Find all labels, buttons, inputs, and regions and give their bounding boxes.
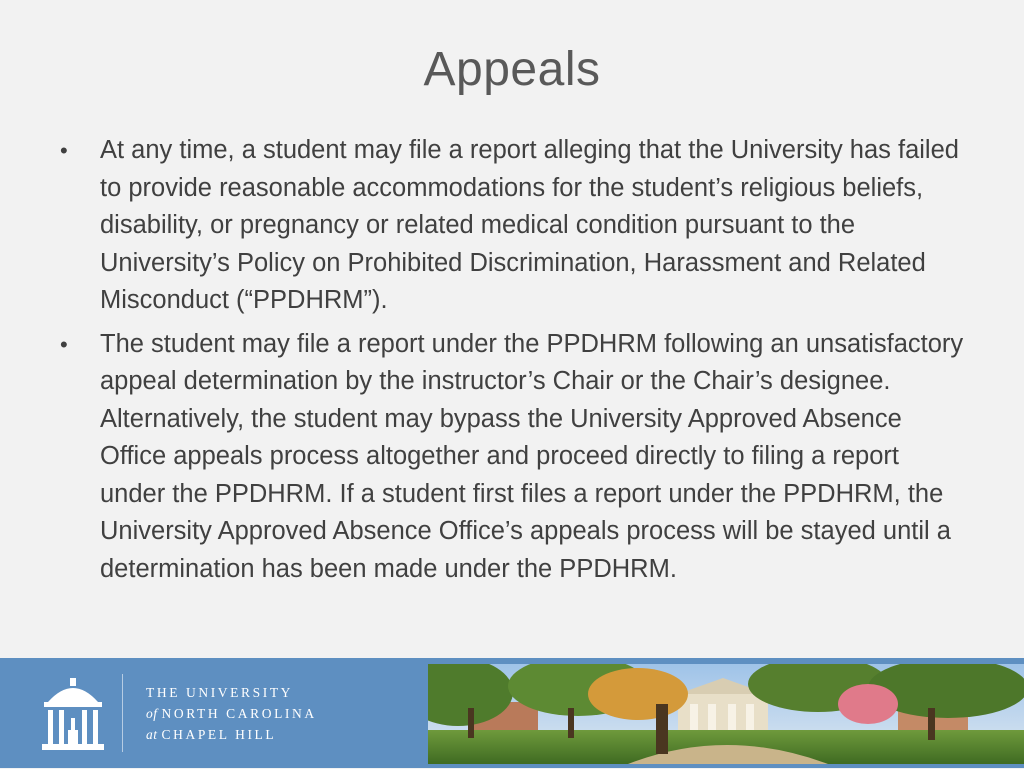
bullet-icon: • <box>60 138 68 163</box>
bullet-text: At any time, a student may file a report alleging that the University has failed to provide reasonable accommodations for the student’s religious beliefs, disability, or pregnancy or related medical condition pursuant to the University’s Policy on Prohibited Discrimination, Harassment and Related Misconduct (“PPDHRM”). <box>100 136 959 314</box>
wordmark-line: THE UNIVERSITY <box>146 685 294 700</box>
wordmark-text: CHAPEL HILL <box>161 727 277 742</box>
footer-divider <box>122 674 123 752</box>
wordmark-italic: of <box>146 706 158 721</box>
bullet-icon: • <box>60 331 68 357</box>
wordmark-line <box>146 703 317 724</box>
bullet-item <box>60 132 970 320</box>
wordmark-text: NORTH CAROLINA <box>161 706 317 721</box>
bullet-text: The student may file a report under the PPDHRM following an unsatisfactory appeal determination by the instructor’s Chair or the Chair’s designee. Alternatively, the student may bypass the University Approved Absence Office appeals process altogether and proceed directly to filing a report under the PPDHRM. If a student first files a report under the PPDHRM, the University Approved Absence Office’s appeals process will be stayed until a determination has been made under the PPDHRM. <box>100 329 964 583</box>
wordmark-italic: at <box>146 727 158 742</box>
footer-banner <box>0 658 1024 768</box>
slide-title: Appeals <box>423 43 601 96</box>
bullet-item <box>60 326 970 589</box>
university-wordmark <box>146 682 317 745</box>
wordmark-line <box>146 724 317 745</box>
old-well-icon <box>40 676 106 752</box>
campus-panorama-image <box>428 664 1024 764</box>
bullet-list <box>60 132 970 594</box>
